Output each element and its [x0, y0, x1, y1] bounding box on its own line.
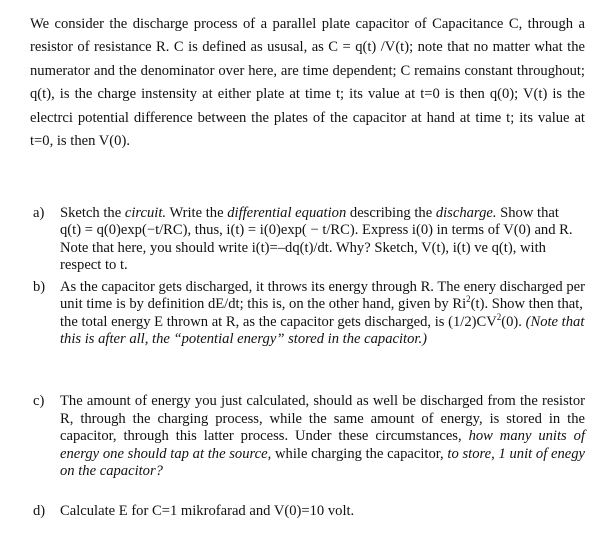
question-b-text	[60, 279, 585, 349]
question-d-label: d)	[33, 503, 46, 519]
text-run: Sketch the	[60, 205, 125, 221]
text-run-italic: how many units of energy one should tap at the source,	[60, 428, 585, 462]
intro-text: We consider the discharge process of a parallel plate capacitor of Capacitance C, through a resistor of resistance R. C is defined as ususal, as C = q(t) /V(t); note that no matter what the numerator and the denominator over here, are time dependent; C remains constant throughout; q(t), is the charge instensity at either plate at time t; its value at t=0 is then q(0); V(t) is the electrci potential difference between the plates of the capacitor at hand at time t; its value at t=0, is then V(0).	[30, 16, 585, 150]
text-run-italic: (Note that this is after all, the “potential energy” stored in the capacitor.)	[60, 313, 585, 348]
text-run-italic: discharge.	[435, 205, 497, 221]
text-run: (0).	[501, 313, 526, 330]
text-run: while charging the capacitor,	[271, 445, 448, 462]
superscript: 2	[466, 294, 471, 305]
question-d	[33, 503, 585, 520]
text-run-italic: differential equation	[227, 205, 347, 221]
intro-paragraph	[30, 13, 585, 153]
question-b	[33, 279, 585, 349]
superscript: 2	[496, 311, 502, 322]
question-c-label: c)	[33, 393, 45, 409]
text-run-italic: circuit.	[124, 205, 167, 221]
question-c-text	[60, 393, 585, 481]
text-run: Show that q(t) = q(0)exp(−t/RC), thus, i(t) = i(0)exp( − t/RC). Express i(0) in terms of V(0) and R. Note that here, you should write i(t)=–dq(t)/dt. Why? Sketch, V(t), i(t) ve q(t), with respect to t.	[60, 205, 573, 274]
question-a	[33, 205, 581, 275]
question-b-label: b)	[33, 279, 46, 295]
question-a-text	[60, 205, 581, 275]
text-run-italic: to store, 1 unit of enegy on the capacitor?	[60, 445, 586, 480]
question-c	[33, 393, 585, 481]
question-d-text	[60, 503, 585, 520]
text-run: Calculate E for C=1 mikrofarad and V(0)=10 volt.	[60, 503, 355, 519]
text-run: The amount of energy you just calculated, should as well be discharged from the resistor R, through the charging process, while the same amount of energy, is stored in the capacitor, through this latter process. Under these circumstances,	[60, 393, 585, 445]
question-a-label: a)	[33, 205, 45, 221]
text-run: Write the	[166, 205, 228, 221]
text-run: describing the	[346, 205, 436, 221]
text-run: (t). Show then that, the total energy E thrown at R, as the capacitor gets discharged, is (1/2)CV	[60, 296, 583, 330]
text-run: As the capacitor gets discharged, it throws its energy through R. The enery discharged per unit time is by definition dE/dt; this is, on the other hand, given by Ri	[60, 279, 585, 313]
